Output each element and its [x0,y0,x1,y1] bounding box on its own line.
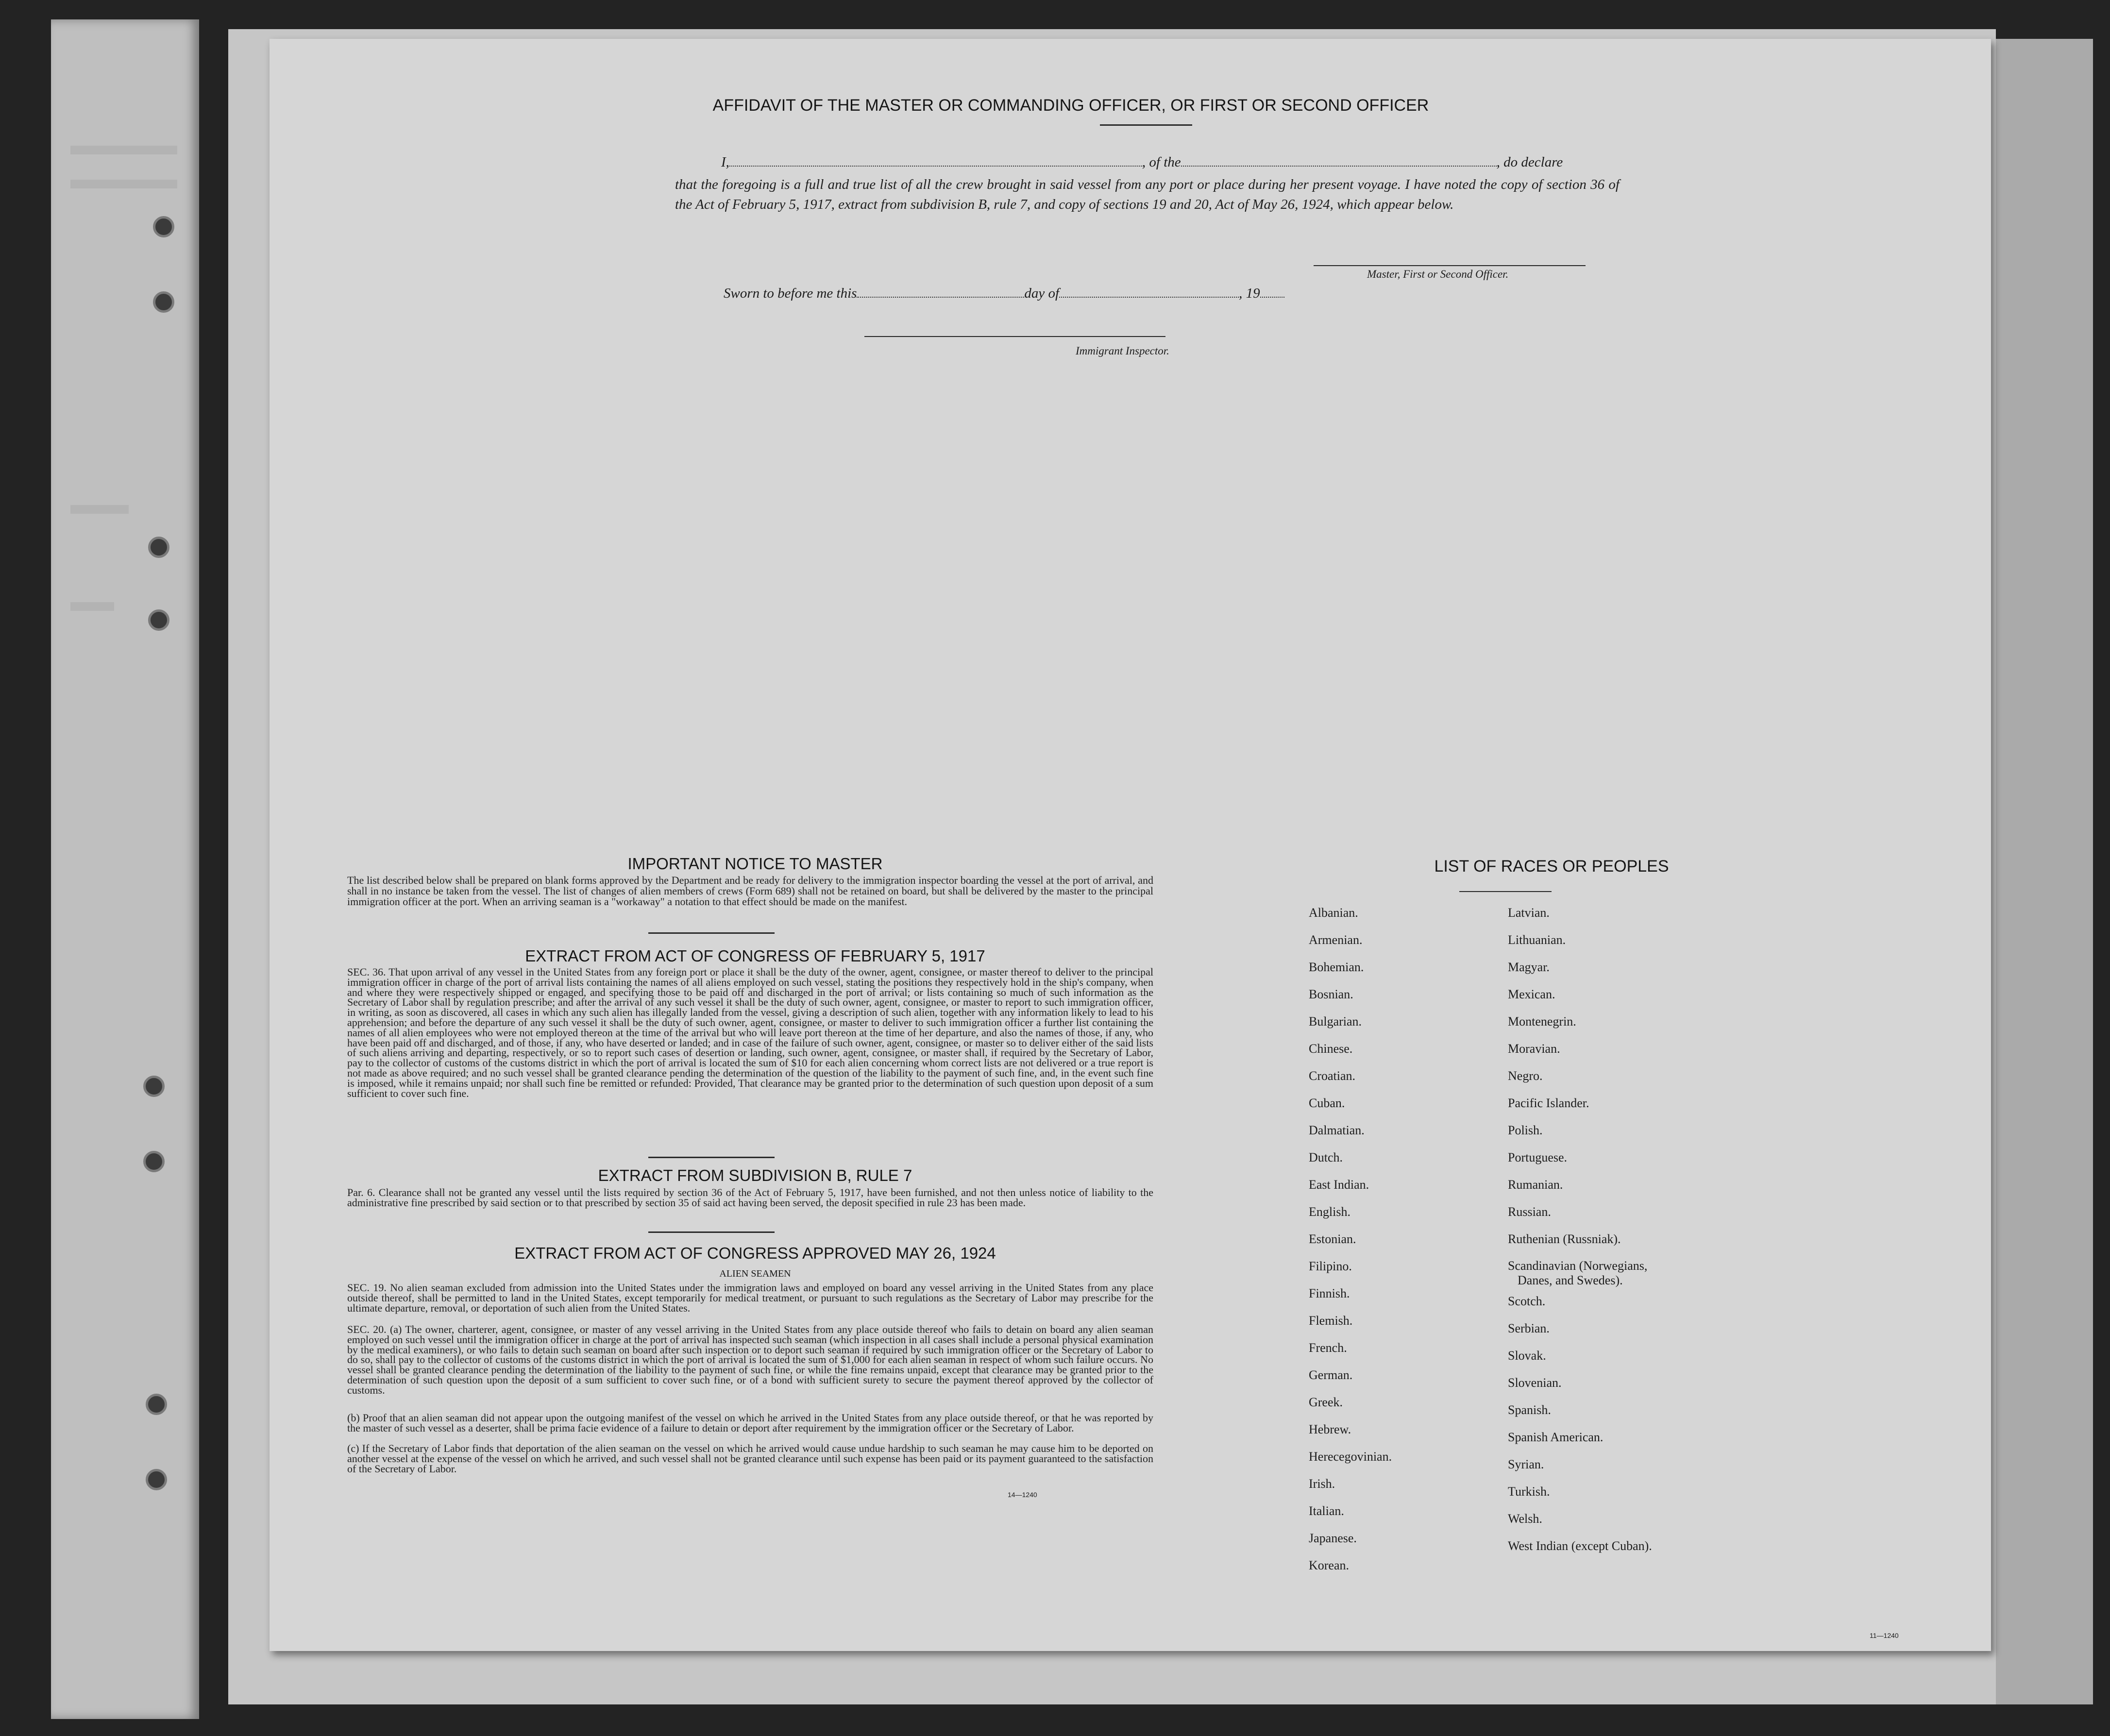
subdivision-b-text: Par. 6. Clearance shall not be granted any vessel until the lists required by section 36 of the Act of February 5, 1917, have been furnished, and not then unless notice of liability to the administrative fine prescribed by said section or to that prescribed by section 35 of said act having been served, the deposit specified in rule 23 has been made. [347,1186,1153,1209]
sworn-line: Sworn to before me this day of , 19 [724,286,1284,302]
race-item: Croatian. [1309,1069,1356,1083]
right-page-strip [1993,39,2093,1704]
race-item: Russian. [1508,1205,1551,1219]
races-right-column [1508,899,1652,1560]
master-signature-label: Master, First or Second Officer. [1367,268,1509,280]
race-item: English. [1309,1205,1350,1219]
race-item: Korean. [1309,1558,1350,1572]
race-item: Finnish. [1309,1286,1350,1300]
extract-1924-title: EXTRACT FROM ACT OF CONGRESS APPROVED MAY 26, 1924 [514,1244,996,1262]
race-item: Greek. [1309,1395,1343,1409]
sec20b-text: (b) Proof that an alien seaman did not appear upon the outgoing manifest of the vessel on which he arrived in the United States from any place outside thereof, or that he was reported by the master of such vessel as a deserter, shall be prima facie evidence of a failure to detain or deport after requirement by the immigration officer or the Secretary of Labor. [347,1412,1153,1434]
race-item: Herecegovinian. [1309,1449,1392,1464]
subdivision-b-title: EXTRACT FROM SUBDIVISION B, RULE 7 [598,1166,912,1184]
race-item: Scotch. [1508,1294,1546,1308]
notice-title: IMPORTANT NOTICE TO MASTER [627,855,883,873]
race-item: Turkish. [1508,1484,1550,1499]
race-item: Italian. [1309,1504,1344,1518]
race-item: Bosnian. [1309,987,1353,1001]
race-item: Syrian. [1508,1457,1544,1471]
extract-1917-text: SEC. 36. That upon arrival of any vessel in the United States from any foreign port or place it shall be the duty of the owner, agent, consignee, or master thereof to deliver to the principal immigration officer in charge of the port of arrival lists containing the names of all aliens employed on such vessel, stating the positions they respectively hold in the ship's company, when and where they were respectively shipped or engaged, and specifying those to be paid off and discharged in the port of arrival; or lists containing so much of such information as the Secretary of Labor shall by regulation prescribe; and after the arrival of any such vessel it shall be the duty of such owner, agent, consignee, or master to report to such immigration officer, in writing, as soon as discovered, all cases in which any such alien has illegally landed from the vessel, giving a description of such alien, together with any information likely to lead to his apprehension; and before the departure of any such vessel it shall be the duty of such owner, agent, consignee, or master to deliver to such immigration officer a further list containing the names of all alien employees who were not employed thereon at the time of the arrival but who will leave port thereon at the time of her departure, and also the names of those, if any, who have been paid off and discharged, and of those, if any, who have deserted or landed; and in case of the failure of such owner, agent, consignee, or master so to deliver either of the said lists of such aliens arriving and departing, respectively, or so to report such cases of desertion or landing, such owner, agent, consignee, or master shall, if required by the Secretary of Labor, pay to the collector of customs of the customs district in which the port of arrival is located the sum of $10 for each alien concerning whom correct lists are not delivered or a true report is not made as above required; and no such vessel shall be granted clearance pending the determination of the question of the liability to the payment of such fine, and, in the event such fine is imposed, while it remains unpaid; nor shall such fine be remitted or refunded: Provided, That clearance may be granted prior to the determination of such question upon deposit of a sum sufficient to cover such fine. [347,966,1153,1099]
race-item: Dutch. [1309,1150,1343,1164]
left-page-strip [51,19,199,1719]
divider [648,932,775,934]
race-item: Ruthenian (Russniak). [1508,1232,1621,1246]
race-item: Estonian. [1309,1232,1356,1246]
race-item: Spanish American. [1508,1430,1604,1444]
alien-seamen-subtitle: ALIEN SEAMEN [719,1268,791,1279]
divider [648,1231,775,1233]
race-item: Albanian. [1309,906,1358,920]
race-item: Polish. [1508,1123,1543,1137]
race-item: Irish. [1309,1477,1335,1491]
race-item: French. [1309,1341,1347,1355]
extract-1917-title: EXTRACT FROM ACT OF CONGRESS OF FEBRUARY 5, 1917 [525,947,985,965]
form-page [270,39,1991,1651]
sec19-text: SEC. 19. No alien seaman excluded from admission into the United States under the immigration laws and employed on board any vessel arriving in the United States from any place outside thereof, shall be permitted to land in the United States, except temporarily for medical treatment, or pursuant to such regulations as the Secretary of Labor may prescribe for the ultimate departure, removal, or deportation of such alien from the United States. [347,1281,1153,1314]
inspector-signature-line [864,336,1165,337]
binder-hole [143,1151,165,1172]
binder-hole [153,216,174,237]
race-item: East Indian. [1309,1178,1369,1192]
page-corner-number: 11—1240 [1870,1632,1899,1639]
binder-hole [146,1469,167,1490]
form-number: 14—1240 [1008,1491,1037,1499]
race-item: Mexican. [1508,987,1555,1001]
divider [648,1157,775,1158]
race-item: Flemish. [1309,1314,1353,1328]
race-item: Hebrew. [1309,1422,1351,1436]
race-item: Armenian. [1309,933,1363,947]
race-item: German. [1309,1368,1353,1382]
binder-hole [153,291,174,313]
race-item: Slovak. [1508,1348,1546,1363]
sec20c-text: (c) If the Secretary of Labor finds that deportation of the alien seaman on the vessel on which he arrived would cause undue hardship to such seaman he may cause him to be deported on another vessel at the expense of the vessel on which he arrived, and such vessel shall not be granted clearance until such expense has been paid or its payment guaranteed to the satisfaction of the Secretary of Labor. [347,1442,1153,1475]
race-item: Negro. [1508,1069,1543,1083]
race-item: Portuguese. [1508,1150,1568,1164]
race-item: Chinese. [1309,1042,1353,1056]
race-item: Spanish. [1508,1403,1551,1417]
race-item: Bohemian. [1309,960,1364,974]
race-item: Serbian. [1508,1321,1550,1335]
binder-hole [148,609,169,631]
race-item: West Indian (except Cuban). [1508,1539,1652,1553]
race-item: Latvian. [1508,906,1550,920]
races-title: LIST OF RACES OR PEOPLES [1434,857,1669,876]
race-item: Magyar. [1508,960,1550,974]
inspector-label: Immigrant Inspector. [1076,345,1169,357]
notice-text: The list described below shall be prepared on blank forms approved by the Department and be ready for delivery to the immigration inspector boarding the vessel at the port of arrival, and shall in no instance be taken from the vessel. The list of changes of alien members of crews (Form 689) shall not be retained on board, but shall be delivered by the master to the principal immigration officer at the port. When an arriving seaman is a "workaway" a notation to that effect should be made on the manifest. [347,874,1153,908]
divider [1100,124,1192,126]
race-item: Slovenian. [1508,1376,1562,1390]
declaration-line: I, , of the , do declare [721,154,1563,170]
race-item: Danes, and Swedes). [1518,1273,1623,1287]
race-item: Pacific Islander. [1508,1096,1589,1110]
master-signature-line [1314,265,1586,266]
sec20-text: SEC. 20. (a) The owner, charterer, agent, consignee, or master of any vessel arriving in the United States from any place outside thereof who fails to detain on board any alien seaman employed on such vessel until the immigration officer in charge at the port of arrival has inspected such seaman (which inspection in all cases shall include a personal physical examination by the medical examiners), or who fails to detain such seaman on board after such inspection or to deport such seaman if required by such immigration officer or the Secretary of Labor to do so, shall pay to the collector of customs of the customs district in which the port of arrival is located the sum of $1,000 for each alien seaman in respect of whom such failure occurs. No vessel shall be granted clearance pending the determination of the liability to the payment of such fine, or while the fine remains unpaid, except that clearance may be granted prior to the determination of such question upon the deposit of a sum sufficient to cover such fine, or of a bond with sufficient surety to secure the payment thereof approved by the collector of customs. [347,1323,1153,1396]
race-item: Scandinavian (Norwegians, [1508,1259,1648,1273]
divider [1459,891,1552,892]
affidavit-title: AFFIDAVIT OF THE MASTER OR COMMANDING OFFICER, OR FIRST OR SECOND OFFICER [712,96,1429,115]
race-item: Rumanian. [1508,1178,1563,1192]
race-item: Bulgarian. [1309,1014,1362,1028]
binder-hole [148,537,169,558]
declaration-body: that the foregoing is a full and true list of all the crew brought in said vessel from any port or place during her present voyage. I have noted the copy of section 36 of the Act of February 5, 1917, extract from subdivision B, rule 7, and copy of sections 19 and 20, Act of May 26, 1924, which appear below. [675,177,1620,212]
race-item: Dalmatian. [1309,1123,1365,1137]
binder-hole [143,1076,165,1097]
race-item: Lithuanian. [1508,933,1566,947]
race-item: Cuban. [1309,1096,1345,1110]
binder-hole [146,1394,167,1415]
race-item: Montenegrin. [1508,1014,1576,1028]
race-item: Moravian. [1508,1042,1560,1056]
races-left-column [1309,899,1392,1579]
race-item: Welsh. [1508,1512,1542,1526]
race-item: Filipino. [1309,1259,1352,1273]
race-item: Japanese. [1309,1531,1357,1545]
